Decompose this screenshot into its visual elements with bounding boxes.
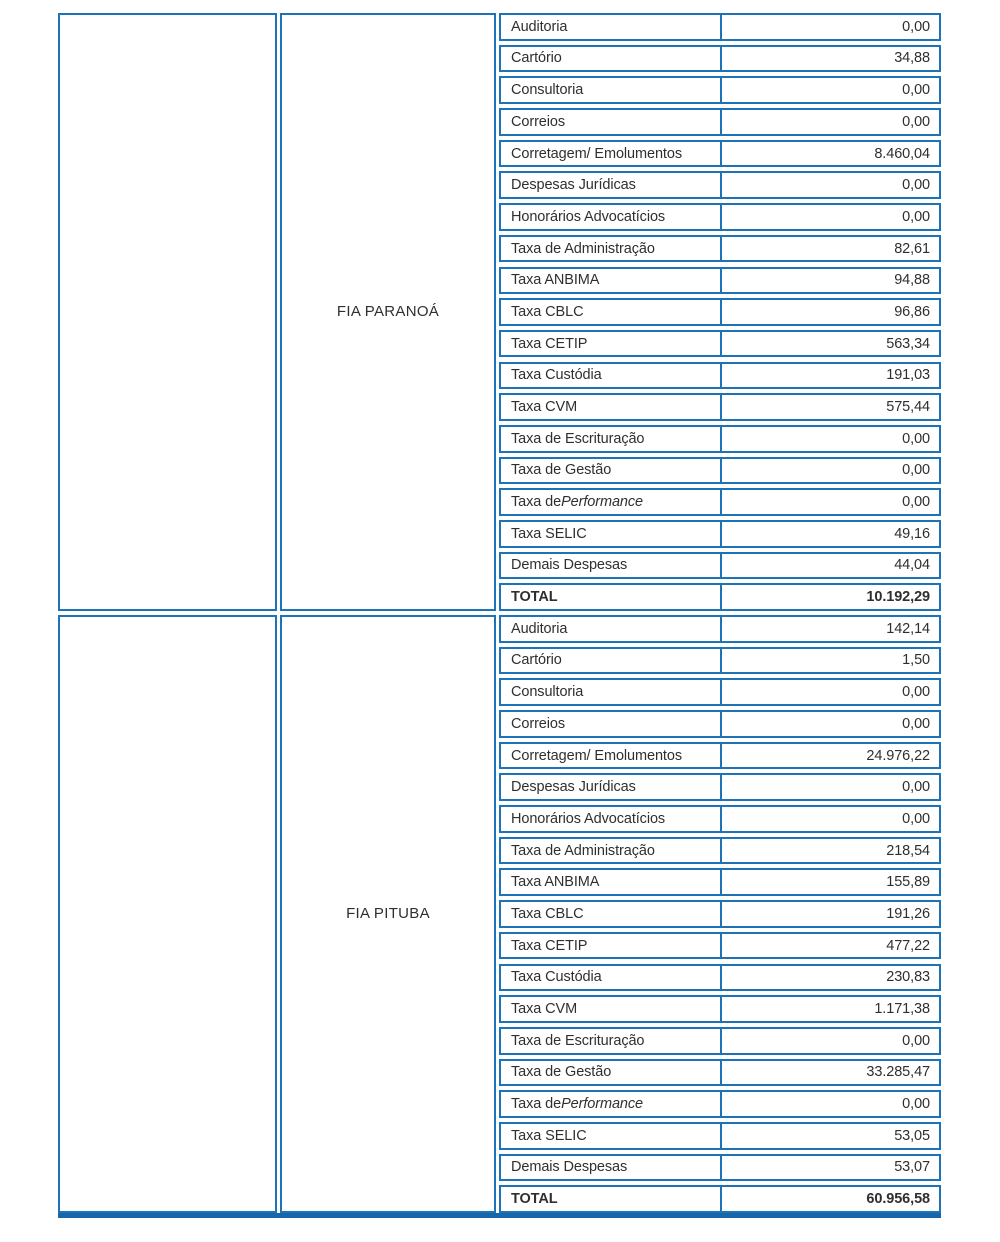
expense-value: 230,83 <box>886 969 930 986</box>
expense-label: Taxa CVM <box>501 395 722 419</box>
table-row <box>499 330 941 358</box>
expense-value: 53,07 <box>894 1159 930 1176</box>
table-row <box>499 140 941 168</box>
expense-label: Auditoria <box>501 15 722 39</box>
expense-value: 142,14 <box>886 620 930 637</box>
expense-value: 0,00 <box>902 715 930 732</box>
expense-value: 0,00 <box>902 18 930 35</box>
expense-label: Honorários Advocatícios <box>501 205 722 229</box>
table-row <box>499 964 941 992</box>
table-row <box>499 171 941 199</box>
table-row <box>499 1027 941 1055</box>
expense-value: 191,26 <box>886 905 930 922</box>
expense-label: Auditoria <box>501 617 722 641</box>
table-row <box>499 1122 941 1150</box>
expense-value: 575,44 <box>886 399 930 416</box>
expense-label: Despesas Jurídicas <box>501 775 722 799</box>
expense-value: 155,89 <box>886 874 930 891</box>
expense-label: Taxa de Gestão <box>501 459 722 483</box>
expense-value: 1,50 <box>902 652 930 669</box>
expense-label: Consultoria <box>501 680 722 704</box>
expense-label: Correios <box>501 712 722 736</box>
expense-label: Taxa CETIP <box>501 332 722 356</box>
table-row <box>499 805 941 833</box>
expense-label: Taxa de Administração <box>501 839 722 863</box>
expense-label: Cartório <box>501 649 722 673</box>
expense-label: Taxa Custódia <box>501 364 722 388</box>
expense-label: Taxa SELIC <box>501 1124 722 1148</box>
expense-value: 82,61 <box>894 240 930 257</box>
table-row <box>499 393 941 421</box>
table-row <box>499 457 941 485</box>
expense-value: 0,00 <box>902 494 930 511</box>
fund-section-pituba <box>58 615 941 1213</box>
expense-label: Taxa de Performance <box>501 1092 722 1116</box>
table-row <box>499 425 941 453</box>
expense-value: 10.192,29 <box>866 589 930 606</box>
expense-label: Taxa SELIC <box>501 522 722 546</box>
expense-value: 191,03 <box>886 367 930 384</box>
expense-value: 0,00 <box>902 462 930 479</box>
expense-value: 60.956,58 <box>866 1191 930 1208</box>
expense-label: Demais Despesas <box>501 554 722 578</box>
table-row <box>499 615 941 643</box>
expense-value: 563,34 <box>886 335 930 352</box>
expense-label: Taxa de Escrituração <box>501 1029 722 1053</box>
expense-label: Corretagem/ Emolumentos <box>501 142 722 166</box>
fund-section-paranoa <box>58 13 941 611</box>
table-row <box>499 45 941 73</box>
expense-value: 0,00 <box>902 430 930 447</box>
empty-spanner-cell <box>58 615 277 1213</box>
expense-label: Taxa CBLC <box>501 300 722 324</box>
expense-value: 0,00 <box>902 779 930 796</box>
table-row <box>499 76 941 104</box>
expense-value: 49,16 <box>894 525 930 542</box>
table-row <box>499 13 941 41</box>
expense-label: Taxa de Escrituração <box>501 427 722 451</box>
fund-name-cell: FIA PITUBA <box>280 615 496 1213</box>
expense-label: Taxa de Administração <box>501 237 722 261</box>
expense-value: 477,22 <box>886 937 930 954</box>
expense-value: 53,05 <box>894 1127 930 1144</box>
expense-value: 0,00 <box>902 208 930 225</box>
table-row <box>499 647 941 675</box>
table-row <box>499 837 941 865</box>
expense-label: Consultoria <box>501 78 722 102</box>
table-row <box>499 1059 941 1087</box>
expense-label: Honorários Advocatícios <box>501 807 722 831</box>
expense-value: 94,88 <box>894 272 930 289</box>
expense-label: Taxa ANBIMA <box>501 269 722 293</box>
expense-label: Taxa ANBIMA <box>501 870 722 894</box>
table-row <box>499 203 941 231</box>
table-row <box>499 520 941 548</box>
table-row <box>499 235 941 263</box>
expense-value: 96,86 <box>894 303 930 320</box>
table-row <box>499 868 941 896</box>
empty-spanner-cell <box>58 13 277 611</box>
expense-value: 33.285,47 <box>866 1064 930 1081</box>
table-row <box>499 710 941 738</box>
expense-value: 0,00 <box>902 1032 930 1049</box>
expense-label: Taxa CVM <box>501 997 722 1021</box>
expense-value: 0,00 <box>902 82 930 99</box>
expense-value: 0,00 <box>902 810 930 827</box>
expense-value: 218,54 <box>886 842 930 859</box>
total-row <box>499 583 941 611</box>
expense-label: Taxa CETIP <box>501 934 722 958</box>
expense-value: 1.171,38 <box>874 1001 930 1018</box>
table-row <box>499 552 941 580</box>
table-row <box>499 362 941 390</box>
table-row <box>499 742 941 770</box>
expense-label: Despesas Jurídicas <box>501 173 722 197</box>
fund-expenses-table <box>58 13 941 1218</box>
fund-name-cell: FIA PARANOÁ <box>280 13 496 611</box>
table-row <box>499 900 941 928</box>
expense-label: Corretagem/ Emolumentos <box>501 744 722 768</box>
table-row <box>499 298 941 326</box>
expense-value: 0,00 <box>902 1096 930 1113</box>
table-row <box>499 1154 941 1182</box>
expense-value: 8.460,04 <box>874 145 930 162</box>
table-row <box>499 932 941 960</box>
table-row <box>499 267 941 295</box>
expense-label: Taxa CBLC <box>501 902 722 926</box>
table-row <box>499 678 941 706</box>
table-row <box>499 995 941 1023</box>
expense-label: Cartório <box>501 47 722 71</box>
expense-value: 0,00 <box>902 113 930 130</box>
table-row <box>499 108 941 136</box>
expense-label: Taxa de Performance <box>501 490 722 514</box>
table-row <box>499 773 941 801</box>
total-row <box>499 1185 941 1213</box>
expense-label: Demais Despesas <box>501 1156 722 1180</box>
expense-label: Taxa de Gestão <box>501 1061 722 1085</box>
expense-value: 0,00 <box>902 684 930 701</box>
expense-value: 0,00 <box>902 177 930 194</box>
expense-value: 34,88 <box>894 50 930 67</box>
expense-label: TOTAL <box>501 585 722 609</box>
expense-label: Correios <box>501 110 722 134</box>
table-row <box>499 1090 941 1118</box>
expense-rows <box>499 615 941 1213</box>
expense-value: 24.976,22 <box>866 747 930 764</box>
expense-rows <box>499 13 941 611</box>
expense-value: 44,04 <box>894 557 930 574</box>
expense-label: Taxa Custódia <box>501 966 722 990</box>
expense-label: TOTAL <box>501 1187 722 1211</box>
table-row <box>499 488 941 516</box>
